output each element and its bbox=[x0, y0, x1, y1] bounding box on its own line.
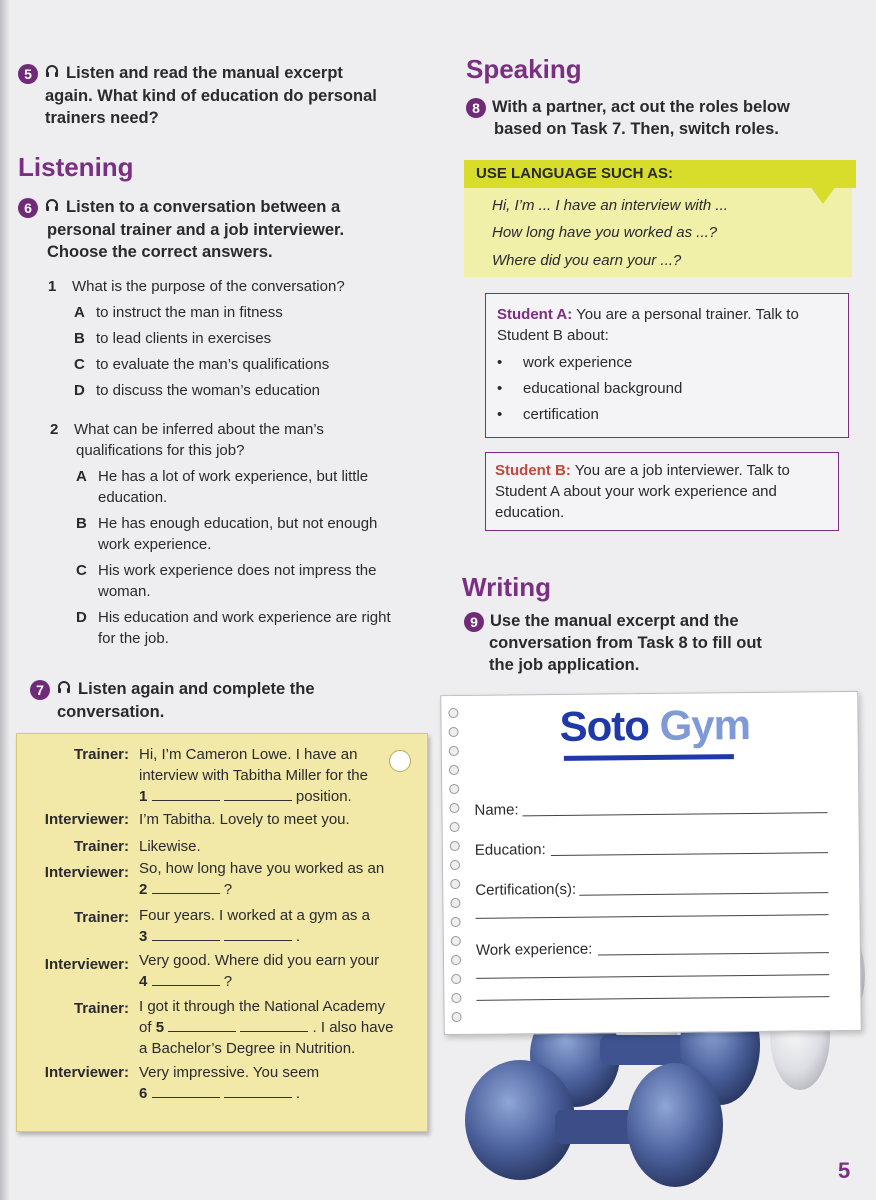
logo-underline bbox=[564, 754, 734, 761]
task-8-line1: With a partner, act out the roles below bbox=[492, 98, 790, 116]
task-9-line3: the job application. bbox=[489, 656, 640, 674]
task-number-badge: 5 bbox=[18, 64, 38, 84]
question-number: 1 bbox=[48, 278, 57, 295]
task-9-line1: Use the manual excerpt and the bbox=[490, 612, 739, 630]
field-label-name: Name: bbox=[474, 801, 519, 819]
student-a-card bbox=[485, 293, 849, 438]
line-text: a Bachelor’s Degree in Nutrition. bbox=[139, 1040, 356, 1057]
q1-option-a[interactable]: A to instruct the man in fitness bbox=[74, 304, 283, 321]
binder-ring bbox=[451, 936, 461, 946]
task-5-line1: Listen and read the manual excerpt bbox=[66, 64, 343, 82]
task-5-line2: again. What kind of education do personal bbox=[45, 86, 377, 105]
speaker: Trainer: bbox=[73, 909, 129, 926]
education-input[interactable] bbox=[551, 852, 828, 856]
task-5-line3: trainers need? bbox=[45, 108, 159, 127]
q2-option-a[interactable]: A He has a lot of work experience, but little education. bbox=[76, 468, 369, 506]
blank-number: 1 bbox=[139, 788, 148, 805]
binder-ring bbox=[450, 841, 460, 851]
listening-title: Listening bbox=[18, 152, 134, 182]
speaker: Trainer: bbox=[73, 1000, 129, 1017]
task-7-line1: Listen again and complete the bbox=[78, 680, 315, 698]
q1-option-b[interactable]: B to lead clients in exercises bbox=[74, 330, 272, 347]
line-text: interview with Tabitha Miller for the bbox=[139, 767, 368, 784]
task-5 bbox=[18, 62, 438, 129]
speaker: Interviewer: bbox=[44, 1064, 129, 1081]
binder-ring bbox=[452, 1012, 462, 1022]
logo-word-2: Gym bbox=[659, 700, 751, 749]
question-number: 2 bbox=[50, 421, 59, 438]
blank-field[interactable] bbox=[224, 926, 292, 941]
line-text: I got it through the National Academy bbox=[139, 998, 385, 1015]
q2-option-b[interactable]: B He has enough education, but not enough work experience. bbox=[76, 515, 378, 553]
binder-ring bbox=[449, 803, 459, 813]
dialogue-line: Trainer: Hi, I’m Cameron Lowe. I have an interview with Tabitha Miller for the 1 position. bbox=[17, 744, 417, 814]
blank-field[interactable] bbox=[152, 786, 220, 801]
blank-number: 6 bbox=[139, 1085, 148, 1102]
blank-field[interactable] bbox=[152, 1083, 220, 1098]
blank-field[interactable] bbox=[224, 786, 292, 801]
task-7 bbox=[30, 678, 430, 723]
headphones-icon bbox=[44, 197, 60, 219]
line-text: So, how long have you worked as an bbox=[139, 860, 385, 877]
blank-field[interactable] bbox=[168, 1017, 236, 1032]
line-text: Four years. I worked at a gym as a bbox=[139, 907, 370, 924]
line-text: Very good. Where did you earn your bbox=[139, 952, 380, 969]
binder-ring bbox=[450, 822, 460, 832]
blank-number: 3 bbox=[139, 928, 148, 945]
task-9-line2: conversation from Task 8 to fill out bbox=[489, 634, 762, 652]
work-experience-input[interactable] bbox=[598, 952, 829, 955]
q1-option-d[interactable]: D to discuss the woman’s education bbox=[74, 382, 321, 399]
question-2 bbox=[50, 419, 430, 649]
certification-input[interactable] bbox=[579, 892, 828, 896]
bullet-item: • educational background bbox=[497, 380, 683, 397]
headphones-icon bbox=[56, 679, 72, 701]
logo-word-1: Soto bbox=[559, 702, 650, 750]
q1-option-c[interactable]: C to evaluate the man’s qualifications bbox=[74, 356, 330, 373]
work-experience-input-3[interactable] bbox=[476, 996, 829, 1001]
gym-logo bbox=[559, 701, 750, 751]
student-b-line2: Student A about your work experience and bbox=[495, 483, 777, 500]
q2-option-c[interactable]: C His work experience does not impress the woman. bbox=[76, 562, 377, 600]
line-text: I’m Tabitha. Lovely to meet you. bbox=[139, 811, 350, 828]
task-number-badge: 8 bbox=[466, 98, 486, 118]
task-number-badge: 9 bbox=[464, 612, 484, 632]
speaker: Interviewer: bbox=[44, 811, 129, 828]
question-text-line2: qualifications for this job? bbox=[76, 442, 245, 459]
binder-ring bbox=[449, 784, 459, 794]
speaker: Trainer: bbox=[73, 838, 129, 855]
speaker: Trainer: bbox=[73, 746, 129, 763]
certification-input-2[interactable] bbox=[476, 914, 829, 919]
student-a-label: Student A: bbox=[497, 306, 573, 323]
speaker: Interviewer: bbox=[44, 864, 129, 881]
speaker: Interviewer: bbox=[44, 956, 129, 973]
binder-ring bbox=[449, 727, 459, 737]
blank-field[interactable] bbox=[152, 879, 220, 894]
field-label-certification: Certification(s): bbox=[475, 880, 577, 899]
binder-ring bbox=[451, 917, 461, 927]
speaking-title: Speaking bbox=[466, 54, 582, 84]
binder-ring bbox=[449, 746, 459, 756]
work-experience-input-2[interactable] bbox=[476, 974, 829, 979]
use-language-heading: USE LANGUAGE SUCH AS: bbox=[476, 165, 673, 182]
binder-ring bbox=[448, 708, 458, 718]
blank-field[interactable] bbox=[152, 926, 220, 941]
writing-title: Writing bbox=[462, 572, 552, 602]
use-language-box bbox=[464, 160, 852, 277]
student-a-line2: Student B about: bbox=[497, 327, 609, 344]
task-6 bbox=[18, 196, 438, 263]
student-b-line3: education. bbox=[495, 504, 565, 521]
student-a-line1: You are a personal trainer. Talk to bbox=[576, 306, 799, 323]
binder-ring bbox=[450, 879, 460, 889]
binder-ring bbox=[451, 955, 461, 965]
field-label-work-experience: Work experience: bbox=[475, 940, 593, 959]
blank-number: 4 bbox=[139, 973, 148, 990]
task-6-line2: personal trainer and a job interviewer. bbox=[47, 220, 345, 239]
question-1 bbox=[48, 276, 428, 401]
phrase: How long have you worked as ...? bbox=[492, 224, 718, 241]
blank-field[interactable] bbox=[224, 1083, 292, 1098]
binder-ring bbox=[451, 974, 461, 984]
student-b-line1: You are a job interviewer. Talk to bbox=[574, 462, 790, 479]
line-text: Hi, I’m Cameron Lowe. I have an bbox=[139, 746, 358, 763]
question-text-line1: What can be inferred about the man’s bbox=[74, 421, 324, 438]
binder-ring bbox=[451, 993, 461, 1003]
headphones-icon bbox=[44, 63, 60, 85]
task-6-line1: Listen to a conversation between a bbox=[66, 198, 341, 216]
bullet-item: • certification bbox=[497, 406, 599, 423]
line-text: Very impressive. You seem bbox=[139, 1064, 320, 1081]
bullet-item: • work experience bbox=[497, 354, 633, 371]
task-6-line3: Choose the correct answers. bbox=[47, 242, 273, 261]
name-input[interactable] bbox=[522, 812, 827, 816]
blank-field[interactable] bbox=[152, 971, 220, 986]
blank-number: 2 bbox=[139, 881, 148, 898]
page-number: 5 bbox=[838, 1158, 851, 1183]
callout-tail bbox=[810, 186, 836, 204]
binder-ring bbox=[449, 765, 459, 775]
page-gutter bbox=[0, 0, 10, 1200]
student-b-label: Student B: bbox=[495, 462, 571, 479]
task-7-line2: conversation. bbox=[57, 702, 165, 721]
task-number-badge: 7 bbox=[30, 680, 50, 700]
student-b-card bbox=[485, 452, 839, 531]
blank-number: 5 bbox=[155, 1019, 165, 1036]
task-8 bbox=[466, 96, 866, 140]
task-8-line2: based on Task 7. Then, switch roles. bbox=[494, 120, 779, 138]
phrase: Hi, I’m ... I have an interview with ... bbox=[492, 197, 728, 214]
binder-ring bbox=[450, 860, 460, 870]
task-9 bbox=[464, 610, 864, 676]
phrase: Where did you earn your ...? bbox=[492, 252, 682, 269]
job-application-form bbox=[440, 691, 862, 1035]
binder-ring bbox=[450, 898, 460, 908]
question-text: What is the purpose of the conversation? bbox=[72, 278, 345, 295]
blank-field[interactable] bbox=[240, 1017, 308, 1032]
dialogue-note: Trainer: Hi, I’m Cameron Lowe. I have an interview with Tabitha Miller for the 1 position. Interviewer: I’m Tabitha. Lovely to meet you. Trainer: Likewise. Interviewer: So, how long have you worked as an 2 ? Trainer: Four years. I worked at a gym as a 3 . Interviewer: Very good. Where did you earn your 4 ? Trainer: I got it through the National Academy of 5 . I also have a Bachelor’s Degree in Nutrition. Interviewer: Very impressive. You seem 6 . bbox=[16, 733, 428, 1132]
field-label-education: Education: bbox=[474, 841, 546, 859]
line-text: Likewise. bbox=[139, 838, 201, 855]
task-number-badge: 6 bbox=[18, 198, 38, 218]
q2-option-d[interactable]: D His education and work experience are right for the job. bbox=[76, 609, 391, 647]
